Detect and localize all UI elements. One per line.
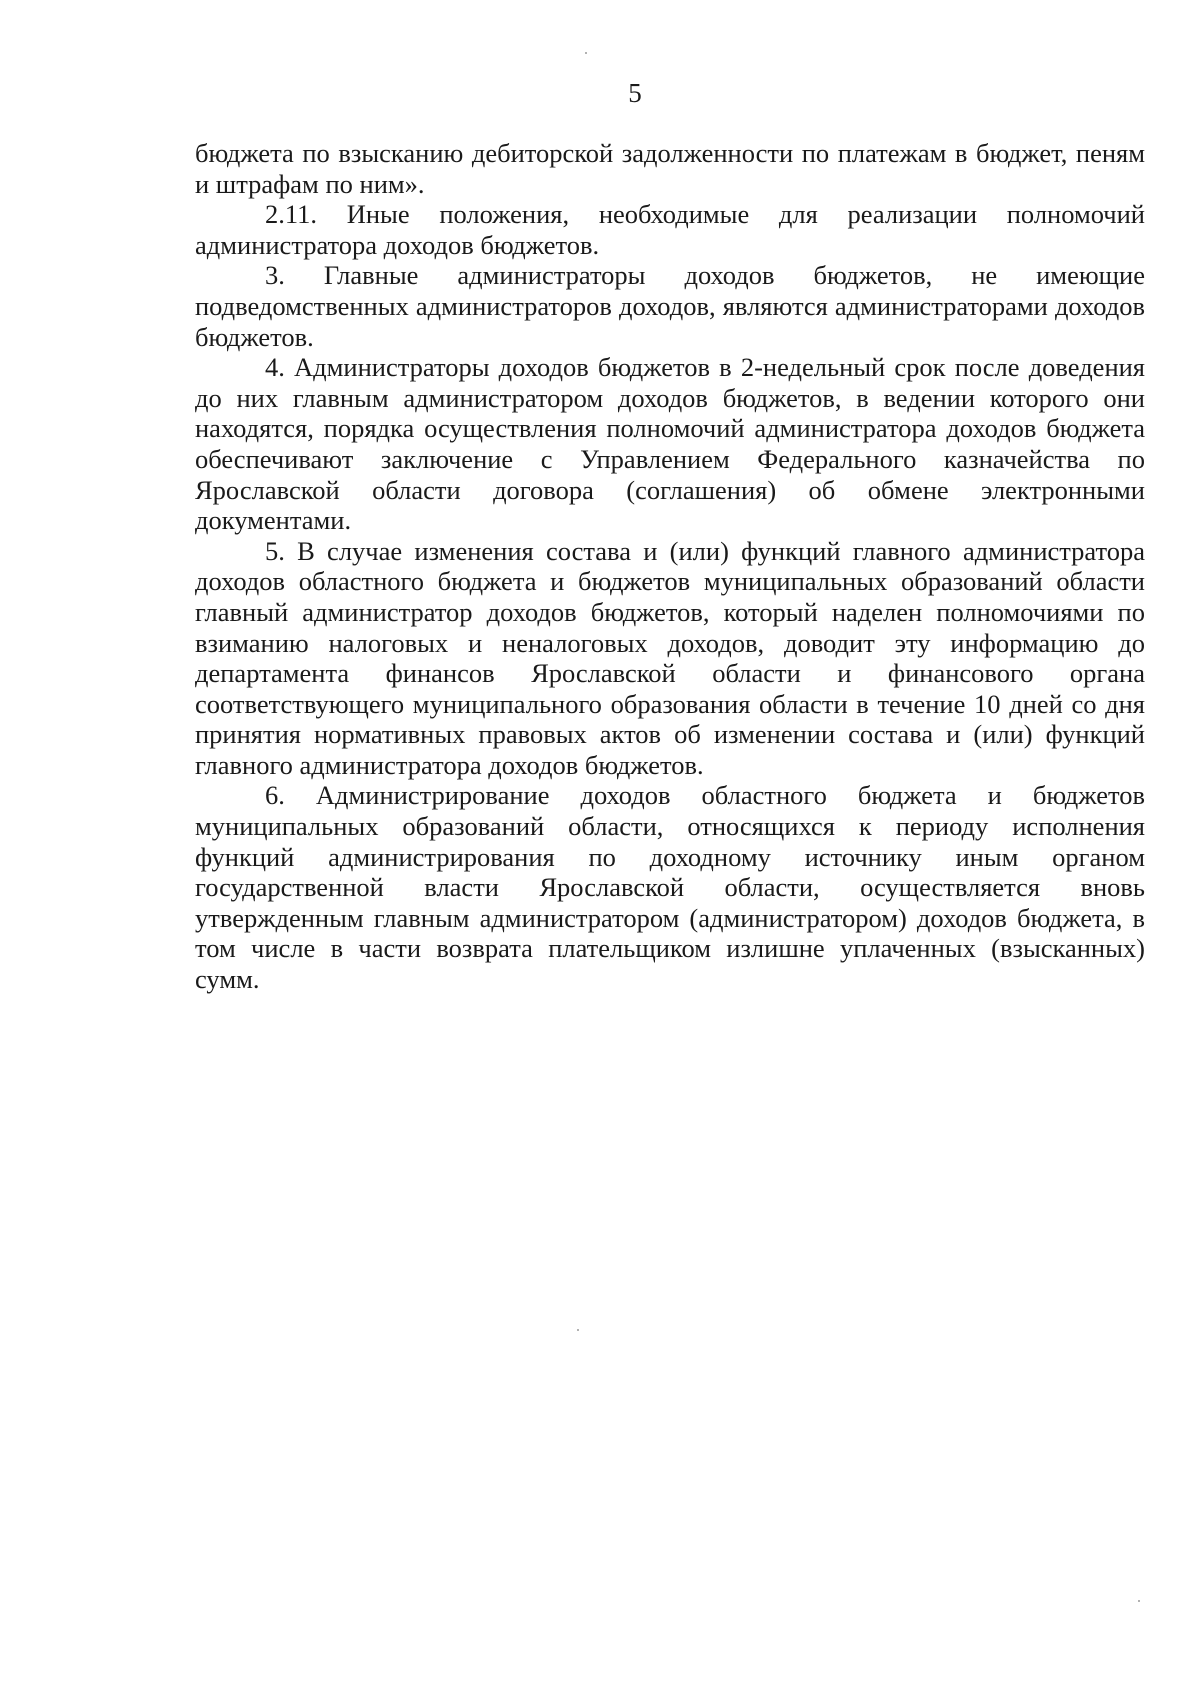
paragraph-3: 3. Главные администраторы доходов бюджетов, не имеющие подведомственных администраторов доходов, являются администраторами доходов бюджетов.	[195, 260, 1145, 352]
paragraph-2-11: 2.11. Иные положения, необходимые для реализации полномочий администратора доходов бюджетов.	[195, 199, 1145, 260]
paragraph-4: 4. Администраторы доходов бюджетов в 2-недельный срок после доведения до них главным администратором доходов бюджетов, в ведении которого они находятся, порядка осуществления полномочий администратора доходов бюджета обеспечивают заключение с Управлением Федерального казначейства по Ярославской области договора (соглашения) об обмене электронными документами.	[195, 352, 1145, 536]
scan-speck	[577, 1329, 579, 1331]
document-body	[195, 138, 1145, 995]
paragraph-6: 6. Администрирование доходов областного бюджета и бюджетов муниципальных образований области, относящихся к периоду исполнения функций администрирования по доходному источнику иным органом государственной власти Ярославской области, осуществляется вновь утвержденным главным администратором (администратором) доходов бюджета, в том числе в части возврата плательщиком излишне уплаченных (взысканных) сумм.	[195, 780, 1145, 995]
paragraph-5: 5. В случае изменения состава и (или) функций главного администратора доходов областного бюджета и бюджетов муниципальных образований области главный администратор доходов бюджетов, который наделен полномочиями по взиманию налоговых и неналоговых доходов, доводит эту информацию до департамента финансов Ярославской области и финансового органа соответствующего муниципального образования области в течение 10 дней со дня принятия нормативных правовых актов об изменении состава и (или) функций главного администратора доходов бюджетов.	[195, 535, 1145, 780]
scan-speck	[585, 52, 587, 54]
page-number: 5	[628, 78, 642, 108]
paragraph-continuation: бюджета по взысканию дебиторской задолженности по платежам в бюджет, пеням и штрафам по ним».	[195, 138, 1145, 199]
scan-speck	[1138, 1600, 1140, 1602]
